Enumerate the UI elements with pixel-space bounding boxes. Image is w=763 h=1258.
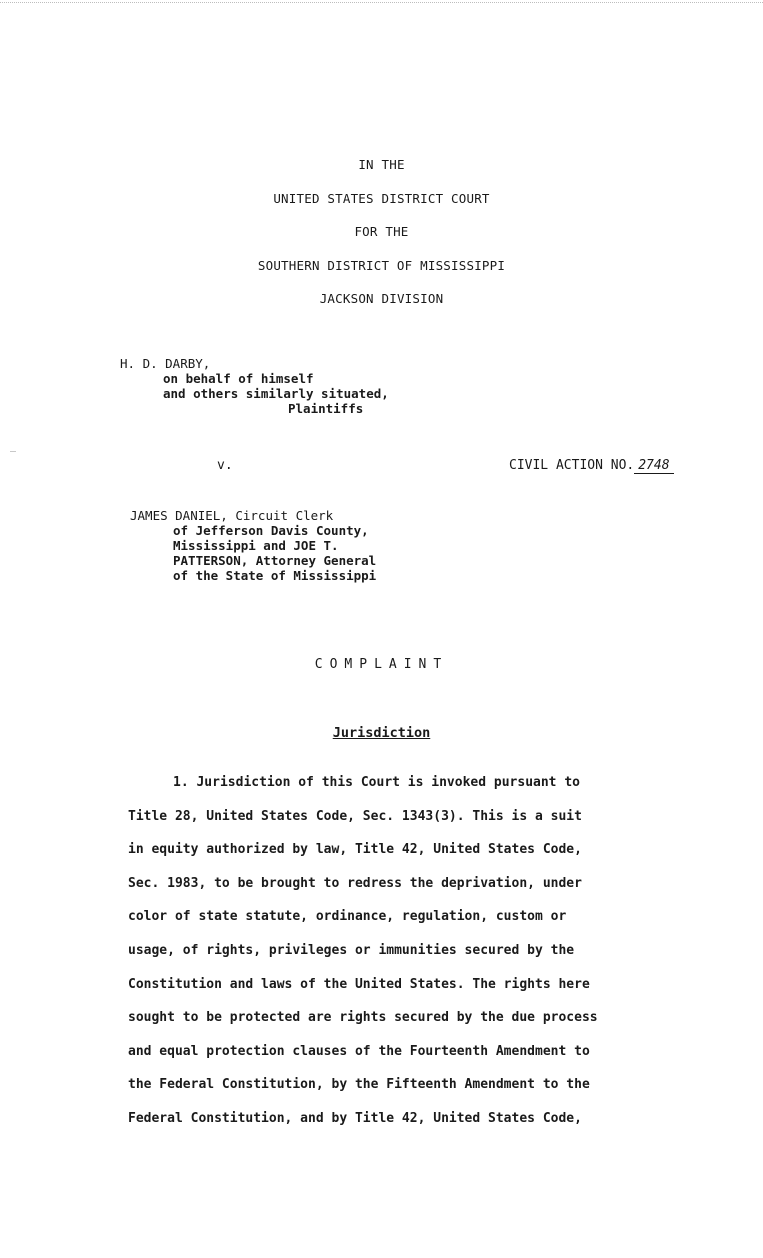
defendant-line: of the State of Mississippi [173, 568, 377, 583]
document-title: COMPLAINT [314, 657, 449, 672]
section-body [128, 772, 688, 1142]
top-dotted-rule [0, 2, 763, 3]
body-line: sought to be protected are rights secured by the due process [128, 1010, 598, 1026]
civil-action-value: 2748 [634, 458, 673, 474]
body-line: Constitution and laws of the United States. The rights here [128, 976, 590, 992]
caption-line: UNITED STATES DISTRICT COURT [273, 190, 490, 206]
plaintiff-line: on behalf of himself [163, 371, 314, 386]
section-heading: Jurisdiction [332, 725, 431, 741]
body-line: Federal Constitution, and by Title 42, United States Code, [128, 1110, 582, 1126]
margin-mark [10, 451, 16, 452]
plaintiffs-block [120, 356, 389, 416]
plaintiff-line: and others similarly situated, [163, 386, 389, 401]
body-line: 1. Jurisdiction of this Court is invoked pursuant to [173, 775, 580, 790]
body-line: and equal protection clauses of the Fourteenth Amendment to [128, 1043, 590, 1059]
civil-action-label: CIVIL ACTION NO. [509, 458, 635, 473]
defendant-line: JAMES DANIEL, Circuit Clerk [130, 508, 334, 523]
body-line: color of state statute, ordinance, regulation, custom or [128, 909, 567, 925]
caption-line: FOR THE [354, 224, 409, 239]
body-line: the Federal Constitution, by the Fifteenth Amendment to the [128, 1077, 590, 1093]
defendant-line: of Jefferson Davis County, [173, 523, 369, 538]
caption-line: SOUTHERN DISTRICT OF MISSISSIPPI [257, 257, 506, 273]
versus-label: v. [217, 458, 233, 473]
body-line: Title 28, United States Code, Sec. 1343(3). This is a suit [128, 808, 582, 824]
caption-line: JACKSON DIVISION [319, 291, 444, 306]
defendant-line: PATTERSON, Attorney General [173, 553, 377, 568]
plaintiff-role: Plaintiffs [288, 401, 364, 416]
defendant-line: Mississippi and JOE T. [173, 538, 339, 553]
body-line: in equity authorized by law, Title 42, United States Code, [128, 842, 582, 858]
caption-line: IN THE [358, 157, 405, 172]
body-line: usage, of rights, privileges or immunities secured by the [128, 942, 575, 958]
civil-action-number [509, 458, 674, 474]
court-caption [0, 155, 763, 323]
plaintiff-name: H. D. DARBY, [120, 356, 211, 371]
body-line: Sec. 1983, to be brought to redress the deprivation, under [128, 875, 582, 891]
defendants-block [130, 508, 376, 583]
